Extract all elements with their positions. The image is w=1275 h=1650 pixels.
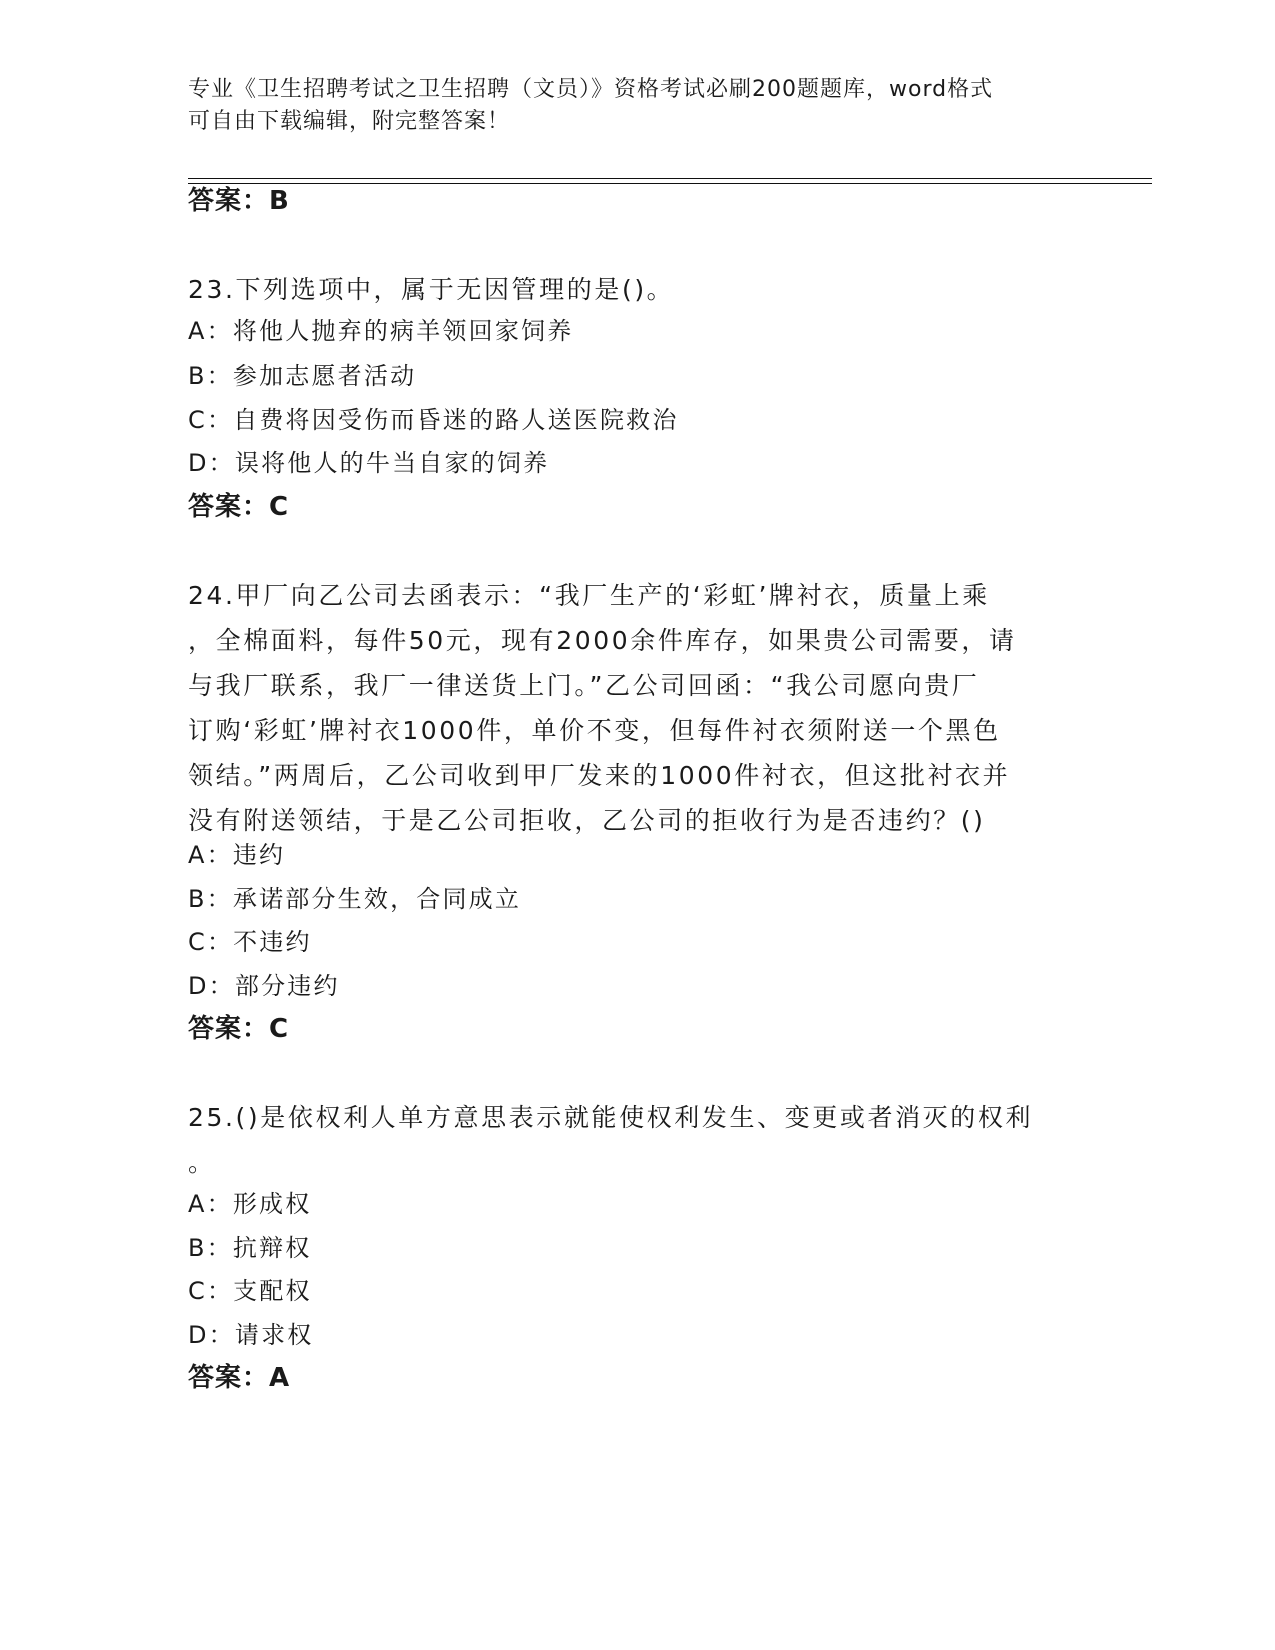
previous-answer: 答案：B [188,186,290,216]
header-rule-bottom [188,183,1152,184]
question-25-answer: 答案：A [188,1363,291,1393]
stem-line: 23.下列选项中，属于无因管理的是()。 [188,275,675,304]
question-25-option-b: B：抗辩权 [188,1234,312,1262]
question-23-option-b: B：参加志愿者活动 [188,362,417,390]
question-24-answer: 答案：C [188,1014,290,1044]
stem-line: 订购‘彩虹’牌衬衣1000件，单价不变，但每件衬衣须附送一个黑色 [188,716,1001,745]
question-24-option-d: D：部分违约 [188,972,340,1000]
question-25-stem [188,1095,1068,1185]
question-25-option-a: A：形成权 [188,1190,312,1218]
question-23-option-c: C：自费将因受伤而昏迷的路人送医院救治 [188,406,679,434]
question-24-option-b: B：承诺部分生效，合同成立 [188,885,522,913]
header-rule-top [188,178,1152,179]
question-23-stem [188,267,1068,312]
question-25-option-c: C：支配权 [188,1277,312,1305]
stem-line: 没有附送领结，于是乙公司拒收，乙公司的拒收行为是否违约？() [188,806,986,835]
stem-line: 25.()是依权利人单方意思表示就能使权利发生、变更或者消灭的权利 [188,1103,1034,1132]
stem-line: 24.甲厂向乙公司去函表示：“我厂生产的‘彩虹’牌衬衣，质量上乘 [188,581,990,610]
question-23-option-d: D：误将他人的牛当自家的饲养 [188,449,550,477]
stem-line: ，全棉面料，每件50元，现有2000余件库存，如果贵公司需要，请 [188,626,1017,655]
question-24-option-c: C：不违约 [188,928,312,956]
stem-line: 领结。”两周后，乙公司收到甲厂发来的1000件衬衣，但这批衬衣并 [188,761,1011,790]
stem-line: 。 [188,1148,216,1177]
question-25-option-d: D：请求权 [188,1321,314,1349]
question-24-option-a: A：违约 [188,841,286,869]
document-header [188,74,1088,138]
stem-line: 与我厂联系，我厂一律送货上门。”乙公司回函：“我公司愿向贵厂 [188,671,980,700]
header-line-1: 专业《卫生招聘考试之卫生招聘（文员）》资格考试必刷200题题库，word格式 [188,77,994,102]
question-24-stem [188,573,1068,843]
question-23-option-a: A：将他人抛弃的病羊领回家饲养 [188,317,574,345]
question-23-answer: 答案：C [188,492,290,522]
header-line-2: 可自由下载编辑，附完整答案！ [188,109,511,134]
